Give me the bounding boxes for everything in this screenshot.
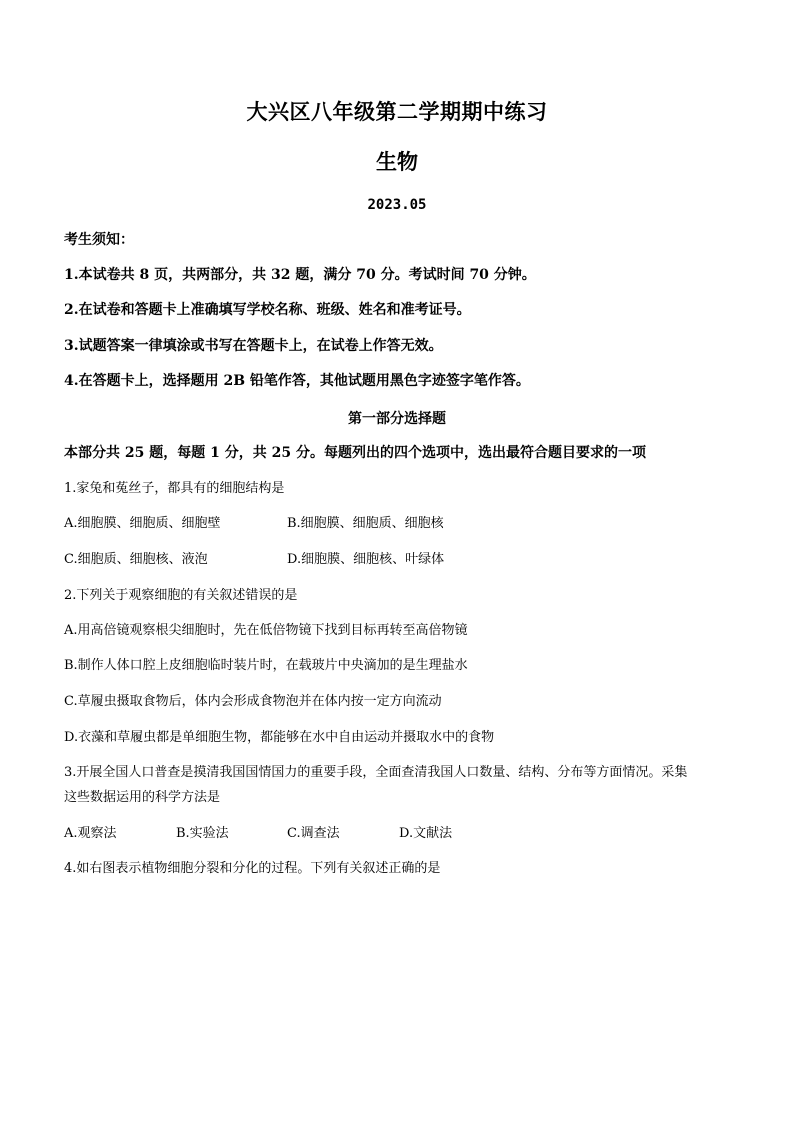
- question-1-stem: 1.家兔和菟丝子，都具有的细胞结构是: [64, 481, 285, 496]
- notice-item-4: 4.在答题卡上，选择题用 2B 铅笔作答，其他试题用黑色字迹签字笔作答。: [64, 373, 530, 389]
- exam-date: 2023.05: [367, 197, 427, 213]
- exam-title: 大兴区八年级第二学期期中练习: [246, 99, 548, 124]
- notice-heading: 考生须知：: [64, 232, 134, 248]
- question-3-option-a: A.观察法: [64, 826, 117, 841]
- question-1-option-b: B.细胞膜、细胞质、细胞核: [287, 516, 444, 531]
- question-2-option-d: D.衣藻和草履虫都是单细胞生物，都能够在水中自由运动并摄取水中的食物: [64, 730, 495, 745]
- question-1-option-c: C.细胞质、细胞核、液泡: [64, 552, 208, 567]
- question-2-option-b: B.制作人体口腔上皮细胞临时装片时，在载玻片中央滴加的是生理盐水: [64, 658, 468, 673]
- subject-title: 生物: [376, 149, 418, 174]
- question-2-option-c: C.草履虫摄取食物后，体内会形成食物泡并在体内按一定方向流动: [64, 694, 442, 709]
- question-3-stem-line-2: 这些数据运用的科学方法是: [64, 790, 221, 805]
- question-3-stem-line-1: 3.开展全国人口普查是摸清我国国情国力的重要手段，全面查清我国人口数量、结构、分布等方面情况。采集: [64, 765, 688, 780]
- question-3-option-b: B.实验法: [176, 826, 229, 841]
- part1-instruction: 本部分共 25 题，每题 1 分，共 25 分。每题列出的四个选项中，选出最符合题目要求的一项: [64, 445, 646, 461]
- question-3-option-d: D.文献法: [399, 826, 453, 841]
- part1-heading: 第一部分选择题: [348, 411, 446, 427]
- question-1-option-d: D.细胞膜、细胞核、叶绿体: [287, 552, 445, 567]
- notice-item-1: 1.本试卷共 8 页，共两部分，共 32 题，满分 70 分。考试时间 70 分钟。: [64, 267, 536, 283]
- notice-item-3: 3.试题答案一律填涂或书写在答题卡上，在试卷上作答无效。: [64, 338, 443, 354]
- question-1-option-a: A.细胞膜、细胞质、细胞壁: [64, 516, 221, 531]
- question-3-option-c: C.调查法: [287, 826, 340, 841]
- question-2-stem: 2.下列关于观察细胞的有关叙述错误的是: [64, 588, 298, 603]
- question-4-stem: 4.如右图表示植物细胞分裂和分化的过程。下列有关叙述正确的是: [64, 861, 441, 876]
- question-2-option-a: A.用高倍镜观察根尖细胞时，先在低倍物镜下找到目标再转至高倍物镜: [64, 623, 468, 638]
- notice-item-2: 2.在试卷和答题卡上准确填写学校名称、班级、姓名和准考证号。: [64, 302, 471, 318]
